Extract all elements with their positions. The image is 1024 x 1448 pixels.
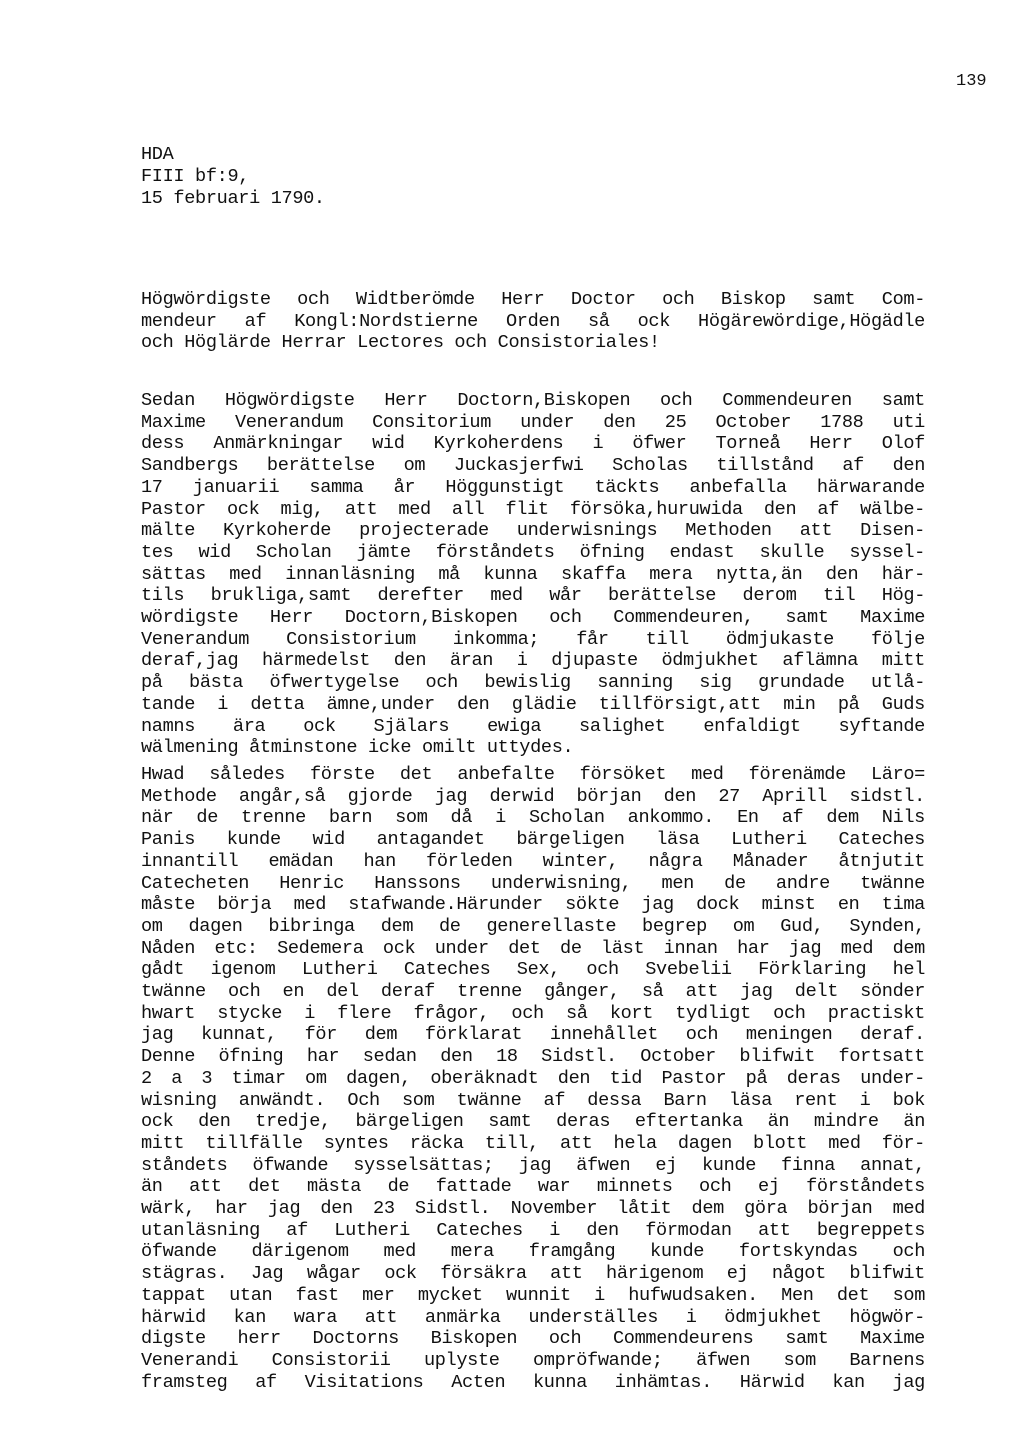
page-number: 139 (956, 72, 987, 91)
text-line: 17 januarii samma år Höggunstigt täckts anbefalla härwarande (141, 476, 925, 498)
text-line: Denne öfning har sedan den 18 Sidstl. October blifwit fortsatt (141, 1046, 925, 1068)
text-line: wördigste Herr Doctorn,Biskopen och Commendeuren, samt Maxime (141, 607, 925, 629)
text-line: namns ära ock Själars ewiga salighet enfaldigt syftande (141, 715, 925, 737)
text-line: om dagen bibringa dem de generellaste begrep om Gud, Synden, (141, 915, 925, 937)
text-line: öfwande därigenom med mera framgång kunde fortskyndas och (141, 1241, 925, 1263)
text-line: gådt igenom Lutheri Cateches Sex, och Svebelii Förklaring hel (141, 959, 925, 981)
text-line: Hwad således förste det anbefalte försöket med förenämde Läro= (141, 764, 925, 785)
text-line: mendeur af Kongl:Nordstierne Orden så ock Högärewördige,Högädle (141, 310, 925, 332)
text-line: ock den tredje, bärgeligen samt deras eftertanka än mindre än (141, 1111, 925, 1133)
text-line: hwart stycke i flere frågor, och så kort tydligt och practiskt (141, 1002, 925, 1024)
text-line: på bästa öfwertygelse och bewislig sanning sig grundade utlå- (141, 672, 925, 694)
text-line: 2 a 3 timar om dagen, oberäknadt den tid Pastor på deras under- (141, 1067, 925, 1089)
text-line: sättas med innanläsning må kunna skaffa mera nytta,än den här- (141, 563, 925, 585)
paragraph-1 (141, 390, 925, 759)
text-line: tande i detta ämne,under den glädie tillförsigt,att min på Guds (141, 693, 925, 715)
text-line: Venerandum Consistorium inkomma; får till ödmjukaste följe (141, 628, 925, 650)
text-line: wärk, har jag den 23 Sidstl. November låtit dem göra början med (141, 1198, 925, 1220)
text-line: tappat utan fast mer mycket wunnit i hufwudsaken. Men det som (141, 1284, 925, 1306)
text-line: dess Anmärkningar wid Kyrkoherdens i öfwer Torneå Herr Olof (141, 433, 925, 455)
salutation (141, 289, 925, 354)
text-line: härwid kan wara att anmärka underställes i ödmjukhet högwör- (141, 1306, 925, 1328)
text-line: jag kunnat, för dem förklarat innehållet och meningen deraf. (141, 1024, 925, 1046)
text-line: tes wid Scholan jämte förståndets öfning endast skulle syssel- (141, 541, 925, 563)
text-line: Sedan Högwördigste Herr Doctorn,Biskopen och Commendeuren samt (141, 390, 925, 411)
text-line: innantill emädan han förleden winter, några Månader åtnjutit (141, 850, 925, 872)
text-line: ståndets öfwande sysselsättas; jag äfwen ej kunde finna annat, (141, 1154, 925, 1176)
header-line: HDA (141, 144, 174, 165)
header-line: 15 februari 1790. (141, 188, 325, 209)
text-line: mitt tillfälle syntes räcka till, att hela dagen blott med för- (141, 1132, 925, 1154)
text-line: måste börja med stafwande.Härunder sökte jag dock minst en tima (141, 894, 925, 916)
text-line: Catecheten Henric Hanssons underwisning, men de andre twänne (141, 872, 925, 894)
text-line: tils brukliga,samt derefter med wår berättelse derom til Hög- (141, 585, 925, 607)
text-line: stägras. Jag wågar ock försäkra att härigenom ej något blifwit (141, 1263, 925, 1285)
text-line: framsteg af Visitations Acten kunna inhämtas. Härwid kan jag (141, 1371, 925, 1393)
text-line: digste herr Doctorns Biskopen och Commendeurens samt Maxime (141, 1328, 925, 1350)
text-line: mälte Kyrkoherde projecterade underwisnings Methoden att Disen- (141, 520, 925, 542)
archive-reference (141, 144, 925, 210)
text-line: Venerandi Consistorii uplyste ompröfwande; äfwen som Barnens (141, 1349, 925, 1371)
text-line: wisning anwändt. Och som twänne af dessa Barn läsa rent i bok (141, 1089, 925, 1111)
paragraph-2 (141, 764, 925, 1393)
text-line: Sandbergs berättelse om Juckasjerfwi Scholas tillstånd af den (141, 455, 925, 477)
text-line: Nåden etc: Sedemera ock under det de läst innan har jag med dem (141, 937, 925, 959)
text-line: Pastor ock mig, att med all flit försöka,huruwida den af wälbe- (141, 498, 925, 520)
text-line: twänne och en del deraf trenne gånger, så att jag delt sönder (141, 981, 925, 1003)
text-line: Methode angår,så gjorde jag derwid början den 27 Aprill sidstl. (141, 785, 925, 807)
text-line: än att det mästa de fattade war minnets och ej förståndets (141, 1176, 925, 1198)
text-line: deraf,jag härmedelst den äran i djupaste ödmjukhet aflämna mitt (141, 650, 925, 672)
text-line: Högwördigste och Widtberömde Herr Doctor och Biskop samt Com- (141, 289, 925, 310)
text-line: wälmening åtminstone icke omilt uttydes. (141, 737, 574, 759)
text-line: Panis kunde wid antagandet bärgeligen läsa Lutheri Cateches (141, 829, 925, 851)
header-line: FIII bf:9, (141, 166, 250, 187)
text-line: när de trenne barn som då i Scholan ankommo. En af dem Nils (141, 807, 925, 829)
text-line: utanläsning af Lutheri Cateches i den förmodan att begreppets (141, 1219, 925, 1241)
text-line: Maxime Venerandum Consitorium under den 25 October 1788 uti (141, 411, 925, 433)
text-line: och Höglärde Herrar Lectores och Consistoriales! (141, 332, 660, 354)
